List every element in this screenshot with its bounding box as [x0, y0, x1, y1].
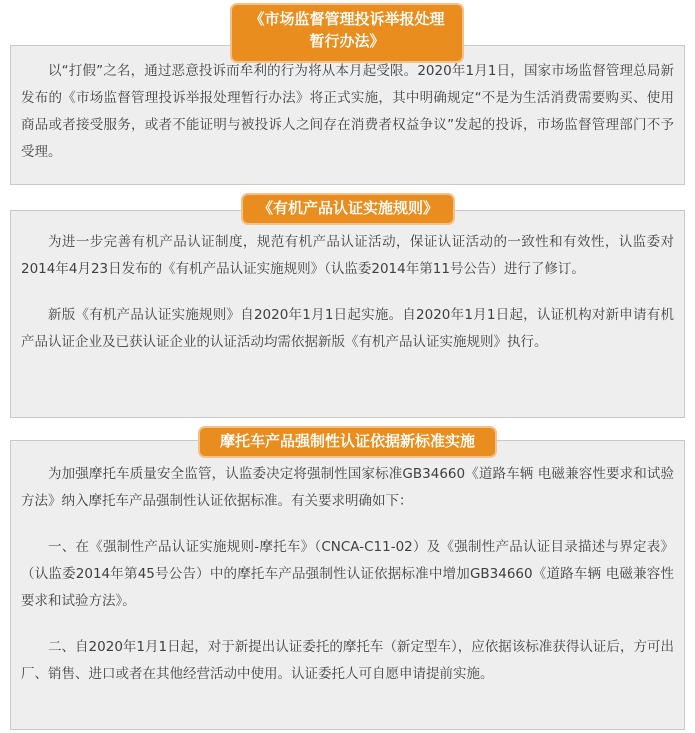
- section-content: [21, 461, 674, 688]
- section-complaint-measures: [10, 0, 685, 190]
- paragraph: 一、在《强制性产品认证实施规则-摩托车》（CNCA-C11-02）及《强制性产品认证目录描述与界定表》（认监委2014年第45号公告）中的摩托车产品强制性认证依据标准中增加GB34660《道路车辆 电磁兼容性要求和试验方法》。: [21, 539, 674, 609]
- title-line: 暂行办法》: [309, 32, 385, 50]
- section-motorcycle-standard: [10, 423, 685, 731]
- section-content: [21, 229, 674, 356]
- section-title: 《有机产品认证实施规则》: [243, 195, 453, 223]
- content-box: [10, 45, 685, 185]
- paragraph: 以“打假”之名，通过恶意投诉而牟利的行为将从本月起受限。2020年1月1日，国家市场监督管理总局新发布的《市场监督管理投诉举报处理暂行办法》将正式实施，其中明确规定“不是为生活消费需要购买、使用商品或者接受服务，或者不能证明与被投诉人之间存在消费者权益争议”发起的投诉，市场监督管理部门不予受理。: [21, 63, 674, 160]
- paragraph: 为加强摩托车质量安全监管，认监委决定将强制性国家标准GB34660《道路车辆 电磁兼容性要求和试验方法》纳入摩托车产品强制性认证依据标准。有关要求明确如下：: [21, 466, 674, 509]
- title-line: 《市场监督管理投诉举报处理: [249, 10, 445, 28]
- section-title: [232, 5, 462, 61]
- paragraph: 为进一步完善有机产品认证制度，规范有机产品认证活动，保证认证活动的一致性和有效性，认监委对2014年4月23日发布的《有机产品认证实施规则》（认监委2014年第11号公告）进行了修订。: [21, 234, 674, 277]
- paragraph: 二、自2020年1月1日起，对于新提出认证委托的摩托车（新定型车），应依据该标准获得认证后，方可出厂、销售、进口或者在其他经营活动中使用。认证委托人可自愿申请提前实施。: [21, 639, 674, 682]
- section-content: [21, 58, 674, 166]
- section-title: 摩托车产品强制性认证依据新标准实施: [200, 428, 495, 456]
- paragraph: 新版《有机产品认证实施规则》自2020年1月1日起实施。自2020年1月1日起，认证机构对新申请有机产品认证企业及已获认证企业的认证活动均需依据新版《有机产品认证实施规则》执行。: [21, 307, 674, 350]
- content-box: [10, 440, 685, 730]
- section-organic-rules: [10, 190, 685, 420]
- content-box: [10, 210, 685, 418]
